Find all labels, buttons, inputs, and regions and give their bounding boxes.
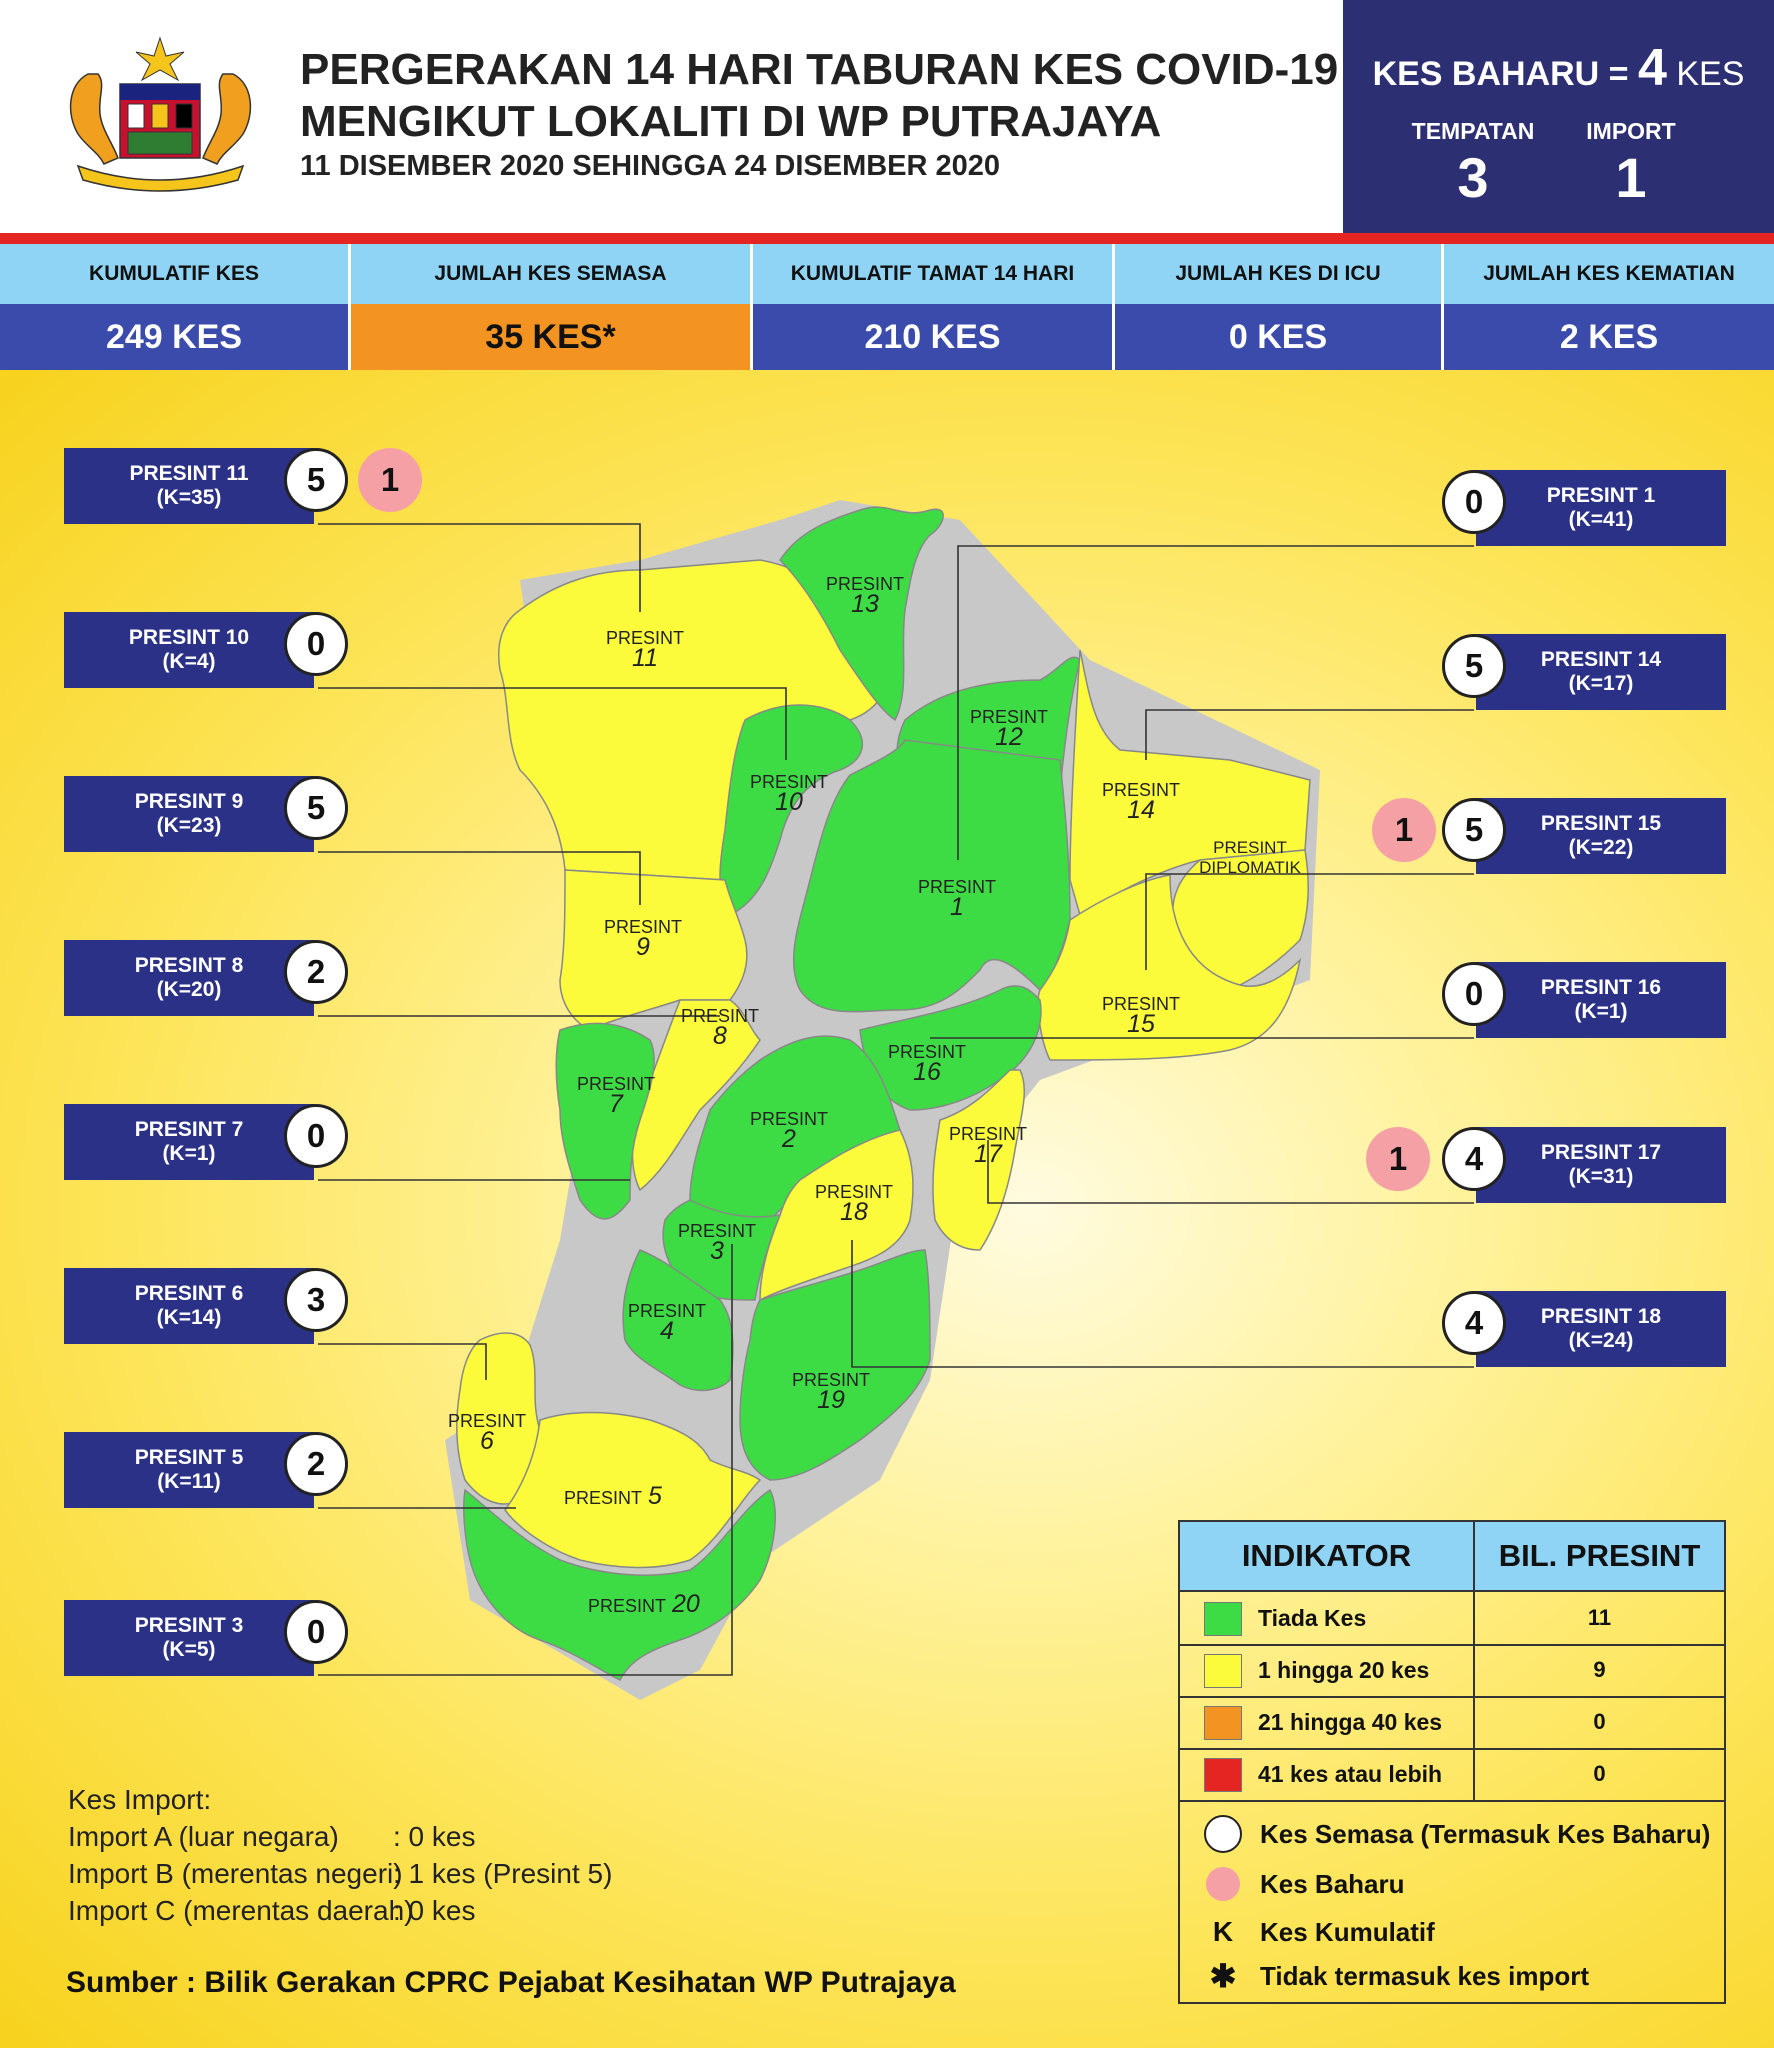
- legend-row: [1180, 1592, 1724, 1646]
- callout-presint-11: [64, 448, 314, 524]
- legend-row: [1180, 1644, 1724, 1698]
- precinct-name: PRESINT 18: [1540, 1305, 1662, 1328]
- precinct-cumulative: (K=11): [157, 1470, 221, 1493]
- map-label-word: PRESINT: [605, 628, 684, 648]
- legend-row: [1180, 1696, 1724, 1750]
- map-label-presint-10: [744, 772, 834, 816]
- import-title: Kes Import:: [68, 1784, 212, 1815]
- date-range: 11 DISEMBER 2020 SEHINGGA 24 DISEMBER 2020: [300, 150, 1001, 182]
- callout-presint-3: [64, 1600, 314, 1676]
- map-label-presint-13: [820, 574, 910, 618]
- map-label-number: 7: [609, 1090, 623, 1118]
- title-line-2: MENGIKUT LOKALITI DI WP PUTRAJAYA: [300, 97, 1162, 146]
- stat-label: JUMLAH KES DI ICU: [1115, 244, 1441, 304]
- legend-cumulative: [1204, 1910, 1435, 1954]
- precinct-name: PRESINT 11: [129, 462, 249, 485]
- callout-presint-5: [64, 1432, 314, 1508]
- import-row: [68, 1855, 628, 1892]
- precinct-cumulative: (K=5): [162, 1638, 216, 1661]
- current-cases-circle: 2: [284, 1432, 348, 1496]
- precinct-cumulative: (K=35): [156, 486, 222, 509]
- map-label-word: PRESINT: [447, 1411, 526, 1431]
- map-label-number: 3: [710, 1237, 724, 1265]
- precinct-name: PRESINT 9: [134, 790, 244, 813]
- legend-header: [1180, 1522, 1724, 1592]
- map-label-presint-12: [964, 707, 1054, 751]
- callout-presint-9: [64, 776, 314, 852]
- stat-value: 2 KES: [1444, 304, 1774, 370]
- legend-swatch-orange: [1204, 1706, 1242, 1740]
- map-label-word: PRESINT: [917, 877, 996, 897]
- legend-extra-label: Kes Kumulatif: [1260, 1916, 1435, 1947]
- import-value: : 1 kes (Presint 5): [393, 1858, 613, 1889]
- current-cases-circle: 0: [284, 612, 348, 676]
- map-label-presint-15: [1096, 994, 1186, 1038]
- precinct-cumulative: (K=24): [1568, 1329, 1634, 1352]
- legend-count: 0: [1593, 1761, 1606, 1786]
- precinct-name: PRESINT 1: [1546, 484, 1656, 507]
- import-row: [68, 1892, 628, 1929]
- map-label-presint-14: [1096, 780, 1186, 824]
- map-label-presint-4: [622, 1301, 712, 1345]
- map-label-presint-18: [809, 1182, 899, 1226]
- map-label-number: 1: [950, 893, 964, 921]
- map-label-word: PRESINT: [948, 1124, 1027, 1144]
- legend-extra-label: Kes Semasa (Termasuk Kes Baharu): [1260, 1818, 1711, 1849]
- precinct-cumulative: (K=1): [1574, 1000, 1628, 1023]
- current-cases-circle: 5: [1442, 798, 1506, 862]
- callout-presint-7: [64, 1104, 314, 1180]
- callout-presint-15: [1476, 798, 1726, 874]
- map-label-word: PRESINT: [887, 1042, 966, 1062]
- map-label-number: 8: [713, 1022, 727, 1050]
- map-label-presint-11: [600, 628, 690, 672]
- legend-label: Tiada Kes: [1258, 1604, 1367, 1631]
- callout-presint-16: [1476, 962, 1726, 1038]
- precinct-cumulative: (K=22): [1568, 836, 1634, 859]
- callout-presint-6: [64, 1268, 314, 1344]
- map-label-word: PRESINT: [749, 772, 828, 792]
- precinct-name: PRESINT 6: [134, 1282, 244, 1305]
- legend-swatch-green: [1204, 1602, 1242, 1636]
- map-label-presint-1: [912, 877, 1002, 921]
- import-value: 1: [1615, 146, 1647, 209]
- map-label-word: PRESINT: [1213, 838, 1287, 857]
- map-label-number: 11: [632, 644, 658, 672]
- legend-count: 0: [1593, 1709, 1606, 1734]
- map-label-presint-diplomatik: [1190, 838, 1310, 878]
- map-label-number: DIPLOMATIK: [1199, 858, 1301, 877]
- callout-presint-10: [64, 612, 314, 688]
- callout-presint-18: [1476, 1291, 1726, 1367]
- map-label-word: PRESINT: [680, 1006, 759, 1026]
- map-label-number: 14: [1127, 796, 1155, 824]
- new-cases-unit: KES: [1676, 55, 1745, 93]
- map-label-number: 16: [913, 1058, 941, 1086]
- map-label-number: 15: [1127, 1010, 1155, 1038]
- map-label-word: PRESINT: [1101, 994, 1180, 1014]
- map-label-word: PRESINT: [749, 1109, 828, 1129]
- precinct-cumulative: (K=31): [1568, 1165, 1634, 1188]
- current-cases-circle: 0: [1442, 470, 1506, 534]
- map-label-number: 6: [480, 1427, 494, 1455]
- map-label-word: PRESINT: [969, 707, 1048, 727]
- legend-count: 9: [1593, 1657, 1606, 1682]
- stat-label: JUMLAH KES KEMATIAN: [1444, 244, 1774, 304]
- map-label-number: 17: [974, 1140, 1002, 1168]
- stat-value: 35 KES*: [351, 304, 750, 370]
- map-label-presint-8: [675, 1006, 765, 1050]
- legend-col-count: BIL. PRESINT: [1498, 1538, 1701, 1573]
- map-label-number: 2: [782, 1125, 796, 1153]
- new-cases-circle: 1: [1366, 1127, 1430, 1191]
- precinct-cumulative: (K=41): [1568, 508, 1634, 531]
- local-value: 3: [1457, 146, 1489, 209]
- map-label-number: 20: [672, 1590, 700, 1618]
- current-cases-circle: 4: [1442, 1291, 1506, 1355]
- precinct-name: PRESINT 8: [134, 954, 244, 977]
- precinct-name: PRESINT 16: [1540, 976, 1662, 999]
- import-label: Import C (merentas daerah): [68, 1895, 414, 1926]
- import-label: Import A (luar negara): [68, 1821, 339, 1852]
- precinct-cumulative: (K=4): [162, 650, 216, 673]
- map-label-word: PRESINT: [603, 917, 682, 937]
- map-label-presint-5: [564, 1482, 674, 1510]
- new-cases-circle: 1: [1372, 798, 1436, 862]
- legend-excluded-import: [1204, 1954, 1589, 1998]
- current-cases-circle: 0: [1442, 962, 1506, 1026]
- current-cases-circle: 0: [284, 1600, 348, 1664]
- callout-presint-17: [1476, 1127, 1726, 1203]
- map-label-word: PRESINT: [564, 1488, 643, 1508]
- map-label-presint-3: [672, 1221, 762, 1265]
- map-label-presint-7: [571, 1074, 661, 1118]
- precinct-cumulative: (K=20): [156, 978, 222, 1001]
- legend: [1178, 1520, 1726, 2004]
- map-label-word: PRESINT: [791, 1370, 870, 1390]
- local-label: TEMPATAN: [1411, 118, 1535, 144]
- legend-swatch-red: [1204, 1758, 1242, 1792]
- legend-label: 1 hingga 20 kes: [1258, 1656, 1430, 1683]
- legend-col-indicator: INDIKATOR: [1241, 1538, 1412, 1573]
- legend-row: [1180, 1748, 1724, 1802]
- legend-current-cases: [1204, 1812, 1710, 1856]
- precinct-cumulative: (K=1): [162, 1142, 216, 1165]
- title-line-1: PERGERAKAN 14 HARI TABURAN KES COVID-19: [300, 45, 1339, 94]
- map-label-number: 9: [636, 933, 650, 961]
- stat-value: 210 KES: [753, 304, 1112, 370]
- precinct-name: PRESINT 10: [128, 626, 250, 649]
- stat-value: 0 KES: [1115, 304, 1441, 370]
- precinct-name: PRESINT 15: [1540, 812, 1662, 835]
- current-cases-circle: 0: [284, 1104, 348, 1168]
- map-label-number: 5: [648, 1482, 662, 1510]
- asterisk-icon: ✱: [1209, 1958, 1237, 1994]
- legend-new-cases: [1204, 1862, 1405, 1906]
- import-notes: [68, 1781, 628, 1929]
- map-label-word: PRESINT: [1101, 780, 1180, 800]
- stat-label: JUMLAH KES SEMASA: [351, 244, 750, 304]
- import-value: : 0 kes: [393, 1821, 476, 1852]
- legend-label: 21 hingga 40 kes: [1258, 1708, 1443, 1735]
- callout-presint-14: [1476, 634, 1726, 710]
- map-label-number: 13: [851, 590, 879, 618]
- map-label-number: 10: [775, 788, 803, 816]
- legend-extra-label: Tidak termasuk kes import: [1260, 1960, 1589, 1991]
- callout-presint-1: [1476, 470, 1726, 546]
- precinct-name: PRESINT 5: [134, 1446, 244, 1469]
- legend-count: 11: [1587, 1605, 1612, 1630]
- precinct-name: PRESINT 17: [1540, 1141, 1662, 1164]
- map-label-word: PRESINT: [825, 574, 904, 594]
- current-cases-circle: 4: [1442, 1127, 1506, 1191]
- map-label-word: PRESINT: [627, 1301, 706, 1321]
- current-cases-circle: 5: [284, 776, 348, 840]
- map-label-number: 18: [840, 1198, 868, 1226]
- import-row: [68, 1818, 628, 1855]
- import-label: IMPORT: [1586, 118, 1676, 144]
- stat-label: KUMULATIF KES: [0, 244, 348, 304]
- map-label-number: 4: [660, 1317, 674, 1345]
- source-note: Sumber : Bilik Gerakan CPRC Pejabat Kesihatan WP Putrajaya: [66, 1966, 956, 1999]
- map-label-presint-19: [786, 1370, 876, 1414]
- legend-swatch-yellow: [1204, 1654, 1242, 1688]
- white-circle-icon: [1204, 1815, 1242, 1853]
- current-cases-circle: 5: [1442, 634, 1506, 698]
- precinct-cumulative: (K=17): [1568, 672, 1634, 695]
- map-label-number: 12: [995, 723, 1023, 751]
- precinct-name: PRESINT 14: [1540, 648, 1662, 671]
- letter-k-icon: K: [1212, 1916, 1234, 1947]
- precinct-cumulative: (K=14): [156, 1306, 222, 1329]
- import-value: : 0 kes: [393, 1895, 476, 1926]
- legend-extra-label: Kes Baharu: [1260, 1868, 1405, 1899]
- map-label-number: 19: [817, 1386, 845, 1414]
- map-label-presint-16: [882, 1042, 972, 1086]
- import-label: Import B (merentas negeri): [68, 1858, 403, 1889]
- current-cases-circle: 2: [284, 940, 348, 1004]
- map-label-presint-17: [943, 1124, 1033, 1168]
- map-label-presint-2: [744, 1109, 834, 1153]
- stat-label: KUMULATIF TAMAT 14 HARI: [753, 244, 1112, 304]
- precinct-name: PRESINT 7: [134, 1118, 244, 1141]
- map-label-word: PRESINT: [588, 1596, 667, 1616]
- current-cases-circle: 3: [284, 1268, 348, 1332]
- map-label-presint-20: [588, 1590, 708, 1618]
- map-label-presint-9: [598, 917, 688, 961]
- precinct-cumulative: (K=23): [156, 814, 222, 837]
- map-label-word: PRESINT: [677, 1221, 756, 1241]
- map-label-word: PRESINT: [576, 1074, 655, 1094]
- callout-presint-8: [64, 940, 314, 1016]
- map-label-presint-6: [442, 1411, 532, 1455]
- legend-label: 41 kes atau lebih: [1258, 1760, 1443, 1787]
- new-cases-value: 4: [1638, 39, 1667, 97]
- new-cases-label: KES BAHARU =: [1372, 55, 1629, 93]
- new-cases-circle: 1: [358, 448, 422, 512]
- map-label-word: PRESINT: [814, 1182, 893, 1202]
- pink-circle-icon: [1204, 1865, 1242, 1903]
- stat-value: 249 KES: [0, 304, 348, 370]
- precinct-name: PRESINT 3: [134, 1614, 244, 1637]
- current-cases-circle: 5: [284, 448, 348, 512]
